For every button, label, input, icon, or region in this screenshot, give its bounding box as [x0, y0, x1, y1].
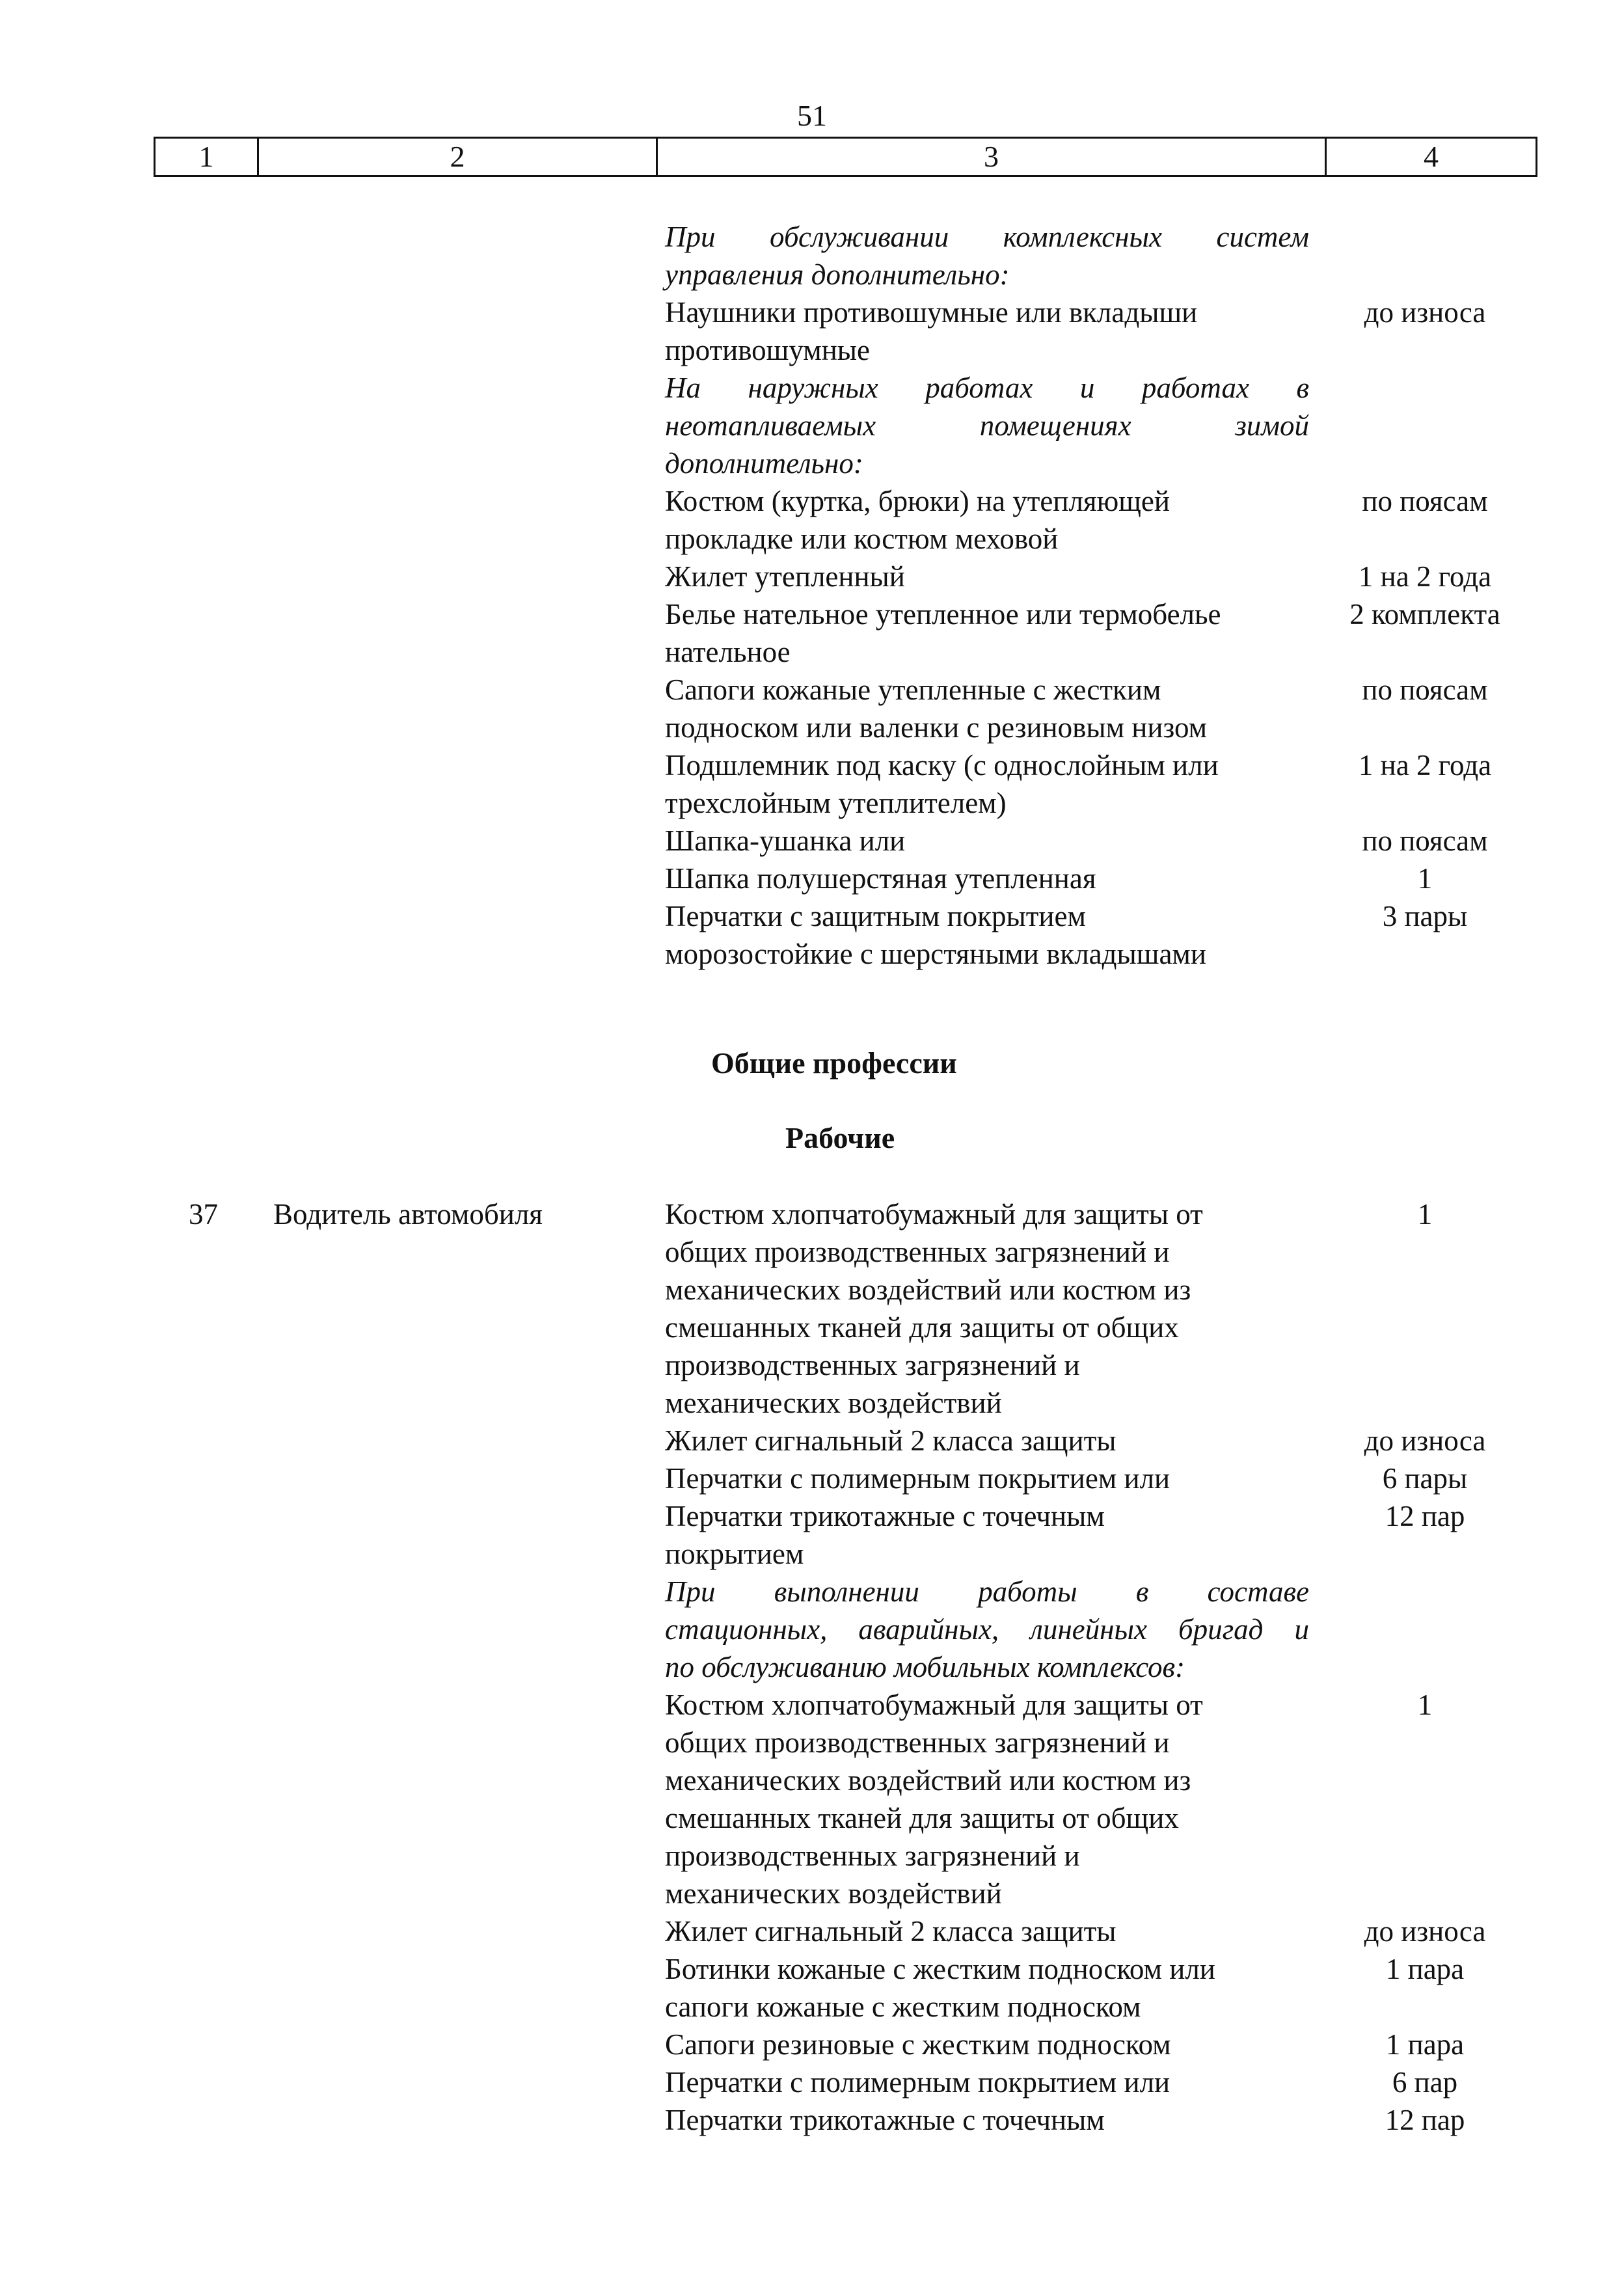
item-norm: до износа — [1364, 1915, 1486, 1948]
item-text: Жилет сигнальный 2 класса защиты — [665, 1915, 1116, 1948]
item-text: Жилет сигнальный 2 класса защиты — [665, 1424, 1116, 1457]
item-text: Перчатки трикотажные с точечным — [665, 2104, 1105, 2136]
item-text: производственных загрязнений и — [665, 1349, 1080, 1381]
condition-text: На наружных работах и работах в — [665, 372, 1309, 404]
item-norm: 2 комплекта — [1349, 598, 1500, 631]
condition-text: При обслуживании комплексных систем — [665, 221, 1309, 253]
item-text: трехслойным утеплителем) — [665, 787, 1007, 819]
item-text: Костюм (куртка, брюки) на утепляющей — [665, 485, 1170, 517]
item-norm: 1 — [1417, 1689, 1433, 1721]
item-text: Шапка-ушанка или — [665, 824, 906, 857]
item-text: Перчатки с защитным покрытием — [665, 900, 1086, 932]
item-norm: по поясам — [1362, 673, 1488, 706]
item-text: механических воздействий или костюм из — [665, 1764, 1191, 1797]
item-text: прокладке или костюм меховой — [665, 523, 1059, 555]
item-text: смешанных тканей для защиты от общих — [665, 1311, 1179, 1344]
subsection-title: Рабочие — [785, 1121, 895, 1154]
item-norm: 1 — [1417, 1198, 1433, 1230]
item-text: сапоги кожаные с жестким подноском — [665, 1990, 1141, 2023]
item-norm: до износа — [1364, 296, 1486, 329]
item-text: механических воздействий или костюм из — [665, 1273, 1191, 1306]
item-text: общих производственных загрязнений и — [665, 1236, 1170, 1268]
item-norm: 12 пар — [1385, 1500, 1465, 1532]
item-text: Сапоги кожаные утепленные с жестким — [665, 673, 1161, 706]
condition-text: управления дополнительно: — [665, 258, 1010, 291]
page-number: 51 — [797, 99, 827, 132]
column-header-3: 3 — [657, 138, 1326, 176]
item-text: Перчатки с полимерным покрытием или — [665, 1462, 1171, 1495]
condition-text: дополнительно: — [665, 447, 863, 480]
item-text: Подшлемник под каску (с однослойным или — [665, 749, 1219, 781]
item-text: Шапка полушерстяная утепленная — [665, 862, 1096, 895]
item-norm: по поясам — [1362, 824, 1488, 857]
item-text: Костюм хлопчатобумажный для защиты от — [665, 1689, 1203, 1721]
column-header-2: 2 — [258, 138, 657, 176]
column-header-1: 1 — [155, 138, 258, 176]
item-text: Костюм хлопчатобумажный для защиты от — [665, 1198, 1203, 1230]
item-norm: 6 пар — [1392, 2066, 1458, 2099]
section-title: Общие профессии — [711, 1046, 957, 1080]
item-text: Перчатки трикотажные с точечным — [665, 1500, 1105, 1532]
item-norm: 1 на 2 года — [1358, 749, 1492, 781]
condition-text: При выполнении работы в составе — [665, 1575, 1309, 1608]
item-norm: до износа — [1364, 1424, 1486, 1457]
item-text: Белье нательное утепленное или термобелье — [665, 598, 1221, 631]
item-text: подноском или валенки с резиновым низом — [665, 711, 1208, 744]
item-text: общих производственных загрязнений и — [665, 1726, 1170, 1759]
item-text: Жилет утепленный — [665, 560, 905, 593]
item-text: механических воздействий — [665, 1877, 1002, 1910]
item-text: Перчатки с полимерным покрытием или — [665, 2066, 1171, 2099]
item-text: механических воздействий — [665, 1387, 1002, 1419]
item-norm: 12 пар — [1385, 2104, 1465, 2136]
item-norm: 6 пары — [1382, 1462, 1468, 1495]
table-row — [155, 138, 1537, 176]
item-norm: 1 пара — [1385, 1953, 1465, 1985]
condition-text: по обслуживанию мобильных комплексов: — [665, 1651, 1185, 1683]
item-text: противошумные — [665, 334, 870, 366]
item-text: производственных загрязнений и — [665, 1840, 1080, 1872]
item-text: смешанных тканей для защиты от общих — [665, 1802, 1179, 1834]
condition-text: неотапливаемых помещениях зимой — [665, 409, 1309, 442]
column-header-table — [154, 137, 1537, 177]
item-text: Наушники противошумные или вкладыши — [665, 296, 1198, 329]
column-header-4: 4 — [1326, 138, 1537, 176]
item-text: Ботинки кожаные с жестким подноском или — [665, 1953, 1215, 1985]
item-text: морозостойкие с шерстяными вкладышами — [665, 938, 1206, 970]
entry-number: 37 — [189, 1198, 218, 1230]
item-norm: 1 на 2 года — [1358, 560, 1492, 593]
item-norm: 1 — [1417, 862, 1433, 895]
item-norm: 3 пары — [1382, 900, 1468, 932]
item-text: Сапоги резиновые с жестким подноском — [665, 2028, 1171, 2061]
item-norm: 1 пара — [1385, 2028, 1465, 2061]
condition-text: стационных, аварийных, линейных бригад и — [665, 1613, 1309, 1646]
profession-name: Водитель автомобиля — [273, 1198, 543, 1230]
item-text: нательное — [665, 636, 791, 668]
item-text: покрытием — [665, 1538, 804, 1570]
item-norm: по поясам — [1362, 485, 1488, 517]
